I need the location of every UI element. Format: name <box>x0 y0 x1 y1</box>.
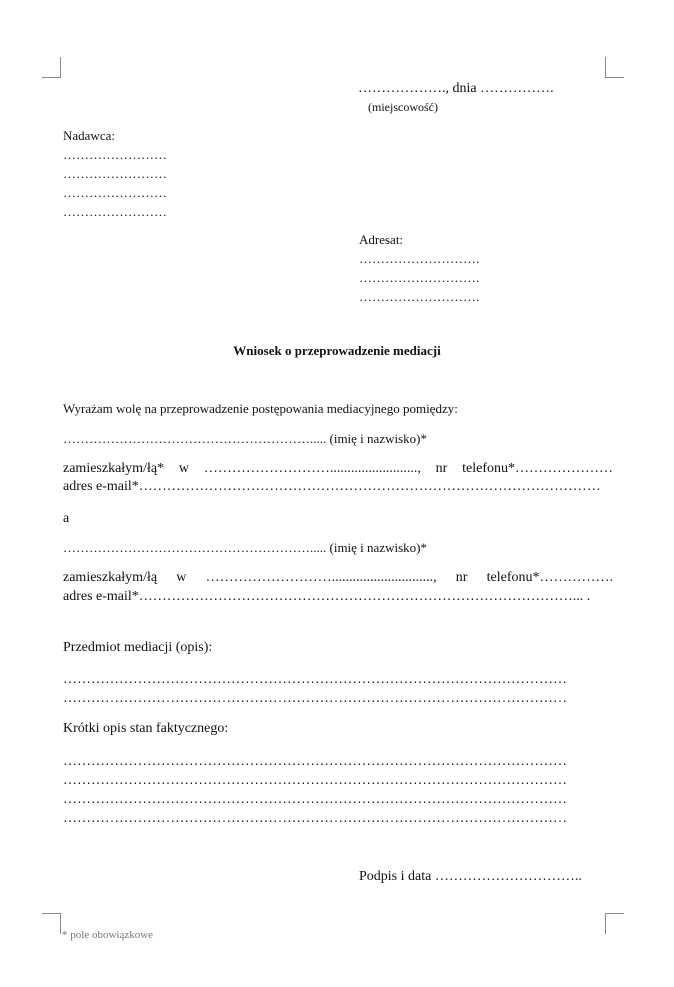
subject-lines <box>63 670 567 708</box>
party1-name-line[interactable]: …………………………………………………..... (imię i nazwisko)* <box>63 431 427 446</box>
document-title: Wniosek o przeprowadzenie mediacji <box>233 343 441 358</box>
required-field-footnote: * pole obowiązkowe <box>62 929 154 941</box>
party1-residence-line[interactable] <box>63 461 613 477</box>
addressee-line[interactable]: ………………………. <box>359 251 480 266</box>
addressee-line[interactable]: ………………………. <box>359 289 480 304</box>
addressee-label: Adresat: <box>359 232 404 247</box>
place-date-line[interactable]: ………………., dnia ……………. <box>358 81 554 96</box>
facts-line[interactable]: ……………………………………………………………………………………………… <box>63 792 567 807</box>
crop-mark-top-left <box>42 57 61 78</box>
residence-word: nr <box>455 570 468 585</box>
addressee-line[interactable]: ………………………. <box>359 270 480 285</box>
phone-field[interactable]: telefonu*……………. <box>486 570 613 585</box>
residence-word: w <box>176 570 187 585</box>
sender-line[interactable]: …………………… <box>63 166 167 181</box>
facts-line[interactable]: ……………………………………………………………………………………………… <box>63 773 567 788</box>
crop-mark-top-right <box>605 57 624 78</box>
place-caption: (miejscowość) <box>368 100 438 114</box>
residence-field[interactable]: ………………………........................., <box>203 461 421 476</box>
crop-mark-bottom-right <box>605 913 624 934</box>
party2-name-line[interactable]: …………………………………………………..... (imię i nazwisko)* <box>63 540 427 555</box>
residence-word: nr <box>435 461 448 476</box>
party1-email-line[interactable]: adres e-mail*……………………………………………………………………………………… <box>63 479 601 494</box>
party2-email-line[interactable]: adres e-mail*…………………………………………………………………………………... . <box>63 589 591 604</box>
intro-text: Wyrażam wolę na przeprowadzenie postępowania mediacyjnego pomiędzy: <box>63 401 458 416</box>
residence-word: zamieszkałym/łą* <box>63 461 165 476</box>
connector-a: a <box>63 511 70 526</box>
phone-field[interactable]: telefonu*………………… <box>462 461 613 476</box>
residence-word: zamieszkałym/łą <box>63 570 158 585</box>
sender-line[interactable]: …………………… <box>63 204 167 219</box>
facts-line[interactable]: ……………………………………………………………………………………………… <box>63 811 567 826</box>
residence-field[interactable]: ………………………............................., <box>205 570 437 585</box>
facts-line[interactable]: ……………………………………………………………………………………………… <box>63 754 567 769</box>
facts-label: Krótki opis stan faktycznego: <box>63 721 229 736</box>
sender-line[interactable]: …………………… <box>63 147 167 162</box>
subject-line[interactable]: ……………………………………………………………………………………………… <box>63 672 567 687</box>
signature-date-line[interactable]: Podpis i data ………………………….. <box>359 869 582 884</box>
subject-line[interactable]: ……………………………………………………………………………………………… <box>63 691 567 706</box>
sender-line[interactable]: …………………… <box>63 185 167 200</box>
subject-label: Przedmiot mediacji (opis): <box>63 640 213 655</box>
party2-residence-line[interactable] <box>63 570 613 586</box>
addressee-block <box>359 230 479 306</box>
sender-block <box>63 126 167 221</box>
residence-word: w <box>178 461 190 476</box>
crop-mark-bottom-left <box>42 913 61 934</box>
facts-lines <box>63 752 567 828</box>
sender-label: Nadawca: <box>63 128 115 143</box>
